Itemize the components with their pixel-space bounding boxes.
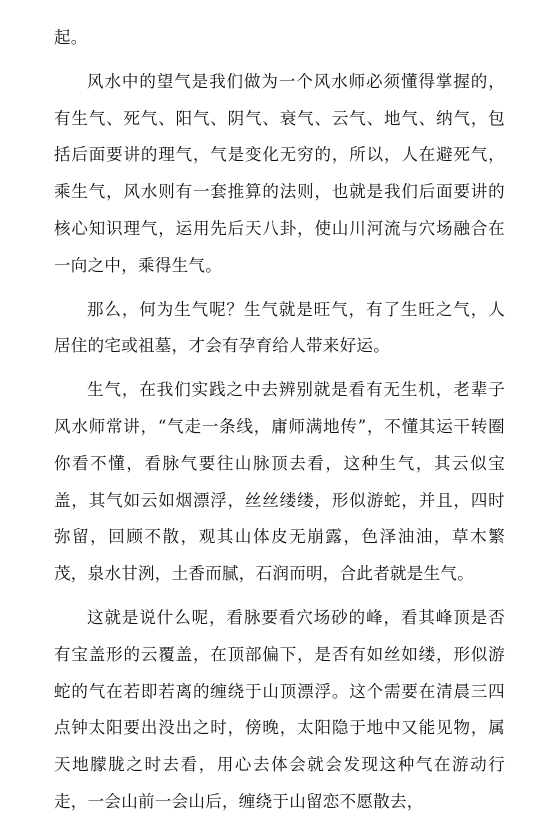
paragraph-identify-shengqi: 生气，在我们实践之中去辨别就是看有无生机，老辈子风水师常讲，“气走一条线，庸师满地传”，不懂其运干转圈你看不懂，看脉气要往山脉顶去看，这种生气，其云似宝盖，其气如云如烟漂浮，丝丝缕缕，形似游蛇，并且，四时弥留，回顾不散，观其山体皮无崩露，色泽油油，草木繁茂，泉水甘洌，土香而腻，石润而明，合此者就是生气。 xyxy=(54,380,505,584)
paragraph-continuation: 起。 xyxy=(54,28,88,47)
paragraph-observe-peak: 这就是说什么呢，看脉要看穴场砂的峰，看其峰顶是否有宝盖形的云覆盖，在顶部偏下，是否有如丝如缕，形似游蛇的气在若即若离的缠绕于山顶漂浮。这个需要在清晨三四点钟太阳要出没出之时，傍晚，太阳隐于地中又能见物，属天地朦胧之时去看，用心去体会就会发现这种气在游动行走，一会山前一会山后，缠绕于山留恋不愿散去， xyxy=(54,607,505,811)
paragraph-wangqi: 风水中的望气是我们做为一个风水师必须懂得掌握的，有生气、死气、阳气、阴气、衰气、云气、地气、纳气，包括后面要讲的理气，气是变化无穷的，所以，人在避死气，乘生气，风水则有一套推算的法则，也就是我们后面要讲的核心知识理气，运用先后天八卦，使山川河流与穴场融合在一向之中，乘得生气。 xyxy=(54,71,505,275)
paragraph-what-is-shengqi: 那么，何为生气呢？生气就是旺气，有了生旺之气，人居住的宅或祖墓，才会有孕育给人带来好运。 xyxy=(54,299,505,356)
